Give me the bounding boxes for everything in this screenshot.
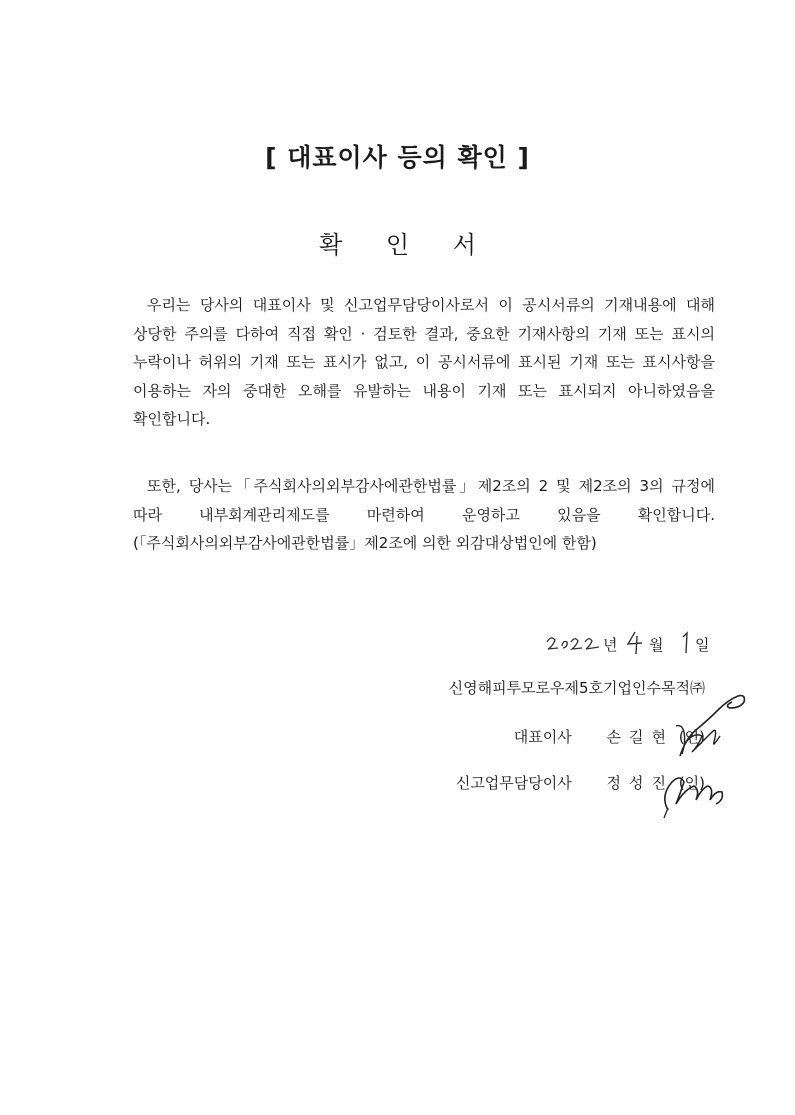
date-day-label: 일 bbox=[695, 636, 710, 654]
disclosure-officer-signature bbox=[650, 760, 730, 822]
signer-name: 손길현 bbox=[606, 728, 675, 746]
company-name: 신영해피투모로우제5호기업인수목적㈜ bbox=[448, 679, 705, 697]
signing-date bbox=[545, 628, 715, 662]
confirmation-paragraph-1: 우리는 당사의 대표이사 및 신고업무담당이사로서 이 공시서류의 기재내용에 대해 상당한 주의를 다하여 직접 확인 · 검토한 결과, 중요한 기재사항의 기재 또는 표시의 누락이나 허위의 기재 또는 표시가 없고, 이 공시서류에 표시된 기재 또는 표시사항을 이용하는 자의 중대한 오해를 유발하는 내용이 기재 또는 표시되지 아니하였음을 확인합니다. bbox=[133, 296, 715, 428]
handwritten-year bbox=[545, 632, 601, 654]
signer-role: 신고업무담당이사 bbox=[455, 774, 572, 792]
date-year-label: 년 bbox=[603, 636, 618, 654]
signer-name: 정성진 bbox=[606, 774, 675, 792]
document-title: 확 인 서 bbox=[319, 231, 494, 259]
confirmation-paragraph-2: 또한, 당사는「주식회사의외부감사에관한법률」제2조의 2 및 제2조의 3의 규정에 따라 내부회계관리제도를 마련하여 운영하고 있음을 확인합니다. (「주식회사의외부감사에관한법률」제2조에 의한 외감대상법인에 한함) bbox=[133, 477, 715, 552]
handwritten-month bbox=[625, 630, 645, 656]
signer-role: 대표이사 bbox=[513, 728, 572, 746]
handwritten-day bbox=[679, 630, 693, 656]
section-heading: [ 대표이사 등의 확인 ] bbox=[265, 143, 530, 172]
seal-mark: (인) bbox=[678, 774, 705, 792]
ceo-signature bbox=[672, 686, 752, 766]
date-month-label: 월 bbox=[649, 636, 664, 654]
seal-mark: (인) bbox=[678, 728, 705, 746]
